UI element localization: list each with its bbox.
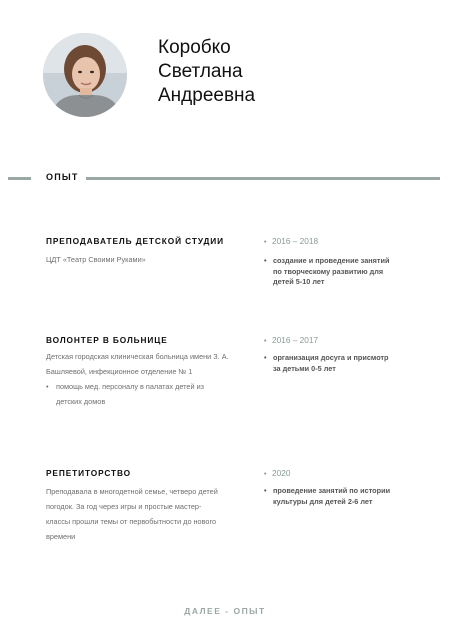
job-duty <box>264 353 389 374</box>
bullet-dot: • <box>264 486 267 495</box>
bullet-dot: • <box>264 239 267 246</box>
name-line-surname: Коробко <box>158 37 231 58</box>
job-title: ПРЕПОДАВАТЕЛЬ ДЕТСКОЙ СТУДИИ <box>46 236 225 246</box>
bullet-dot: • <box>264 256 267 265</box>
bullet-dot: • <box>264 471 267 478</box>
job-period <box>264 468 290 478</box>
bullet-dot: • <box>264 353 267 362</box>
job-period <box>264 335 318 345</box>
job-period-text: 2020 <box>272 468 291 478</box>
job-period-text: 2016 – 2017 <box>272 335 319 345</box>
job-description <box>46 252 231 267</box>
job-duty <box>264 256 394 288</box>
name-line-first-name: Светлана <box>158 61 243 82</box>
job-description-line: Преподавала в многодетной семье, четверо детей погодок. За год через игры и простые мастер-классы прошли темы от первобытности до нового времени <box>46 487 218 541</box>
job-duty-text: проведение занятий по истории культуры для детей 2-6 лет <box>273 486 391 506</box>
section-rule-right <box>86 177 440 180</box>
section-title: ОПЫТ <box>46 172 79 182</box>
job-duty-text: создание и проведение занятий по творческому развитию для детей 5-10 лет <box>273 256 390 286</box>
job-duty <box>264 486 399 507</box>
portrait-photo <box>43 33 127 117</box>
next-page-link[interactable]: ДАЛЕЕ - ОПЫТ <box>184 606 266 616</box>
job-description <box>46 349 231 409</box>
job-description-line: ЦДТ «Театр Своими Руками» <box>46 255 146 264</box>
job-title: РЕПЕТИТОРСТВО <box>46 468 132 478</box>
job-title: ВОЛОНТЕР В БОЛЬНИЦЕ <box>46 335 168 345</box>
job-description-bullet: • помощь мед. персоналу в палатах детей из детских домов <box>46 379 231 409</box>
name-line-patronymic: Андреевна <box>158 85 256 106</box>
bullet-dot: • <box>264 338 267 345</box>
job-period-text: 2016 – 2018 <box>272 236 319 246</box>
job-duty-text: организация досуга и присмотр за детьми 0-5 лет <box>273 353 389 373</box>
avatar <box>43 33 127 117</box>
job-description <box>46 484 224 544</box>
job-description-line: Детская городская клиническая больница имени З. А. Башляевой, инфекционное отделение № 1 <box>46 352 229 376</box>
section-rule-left <box>8 177 31 180</box>
job-period <box>264 236 318 246</box>
